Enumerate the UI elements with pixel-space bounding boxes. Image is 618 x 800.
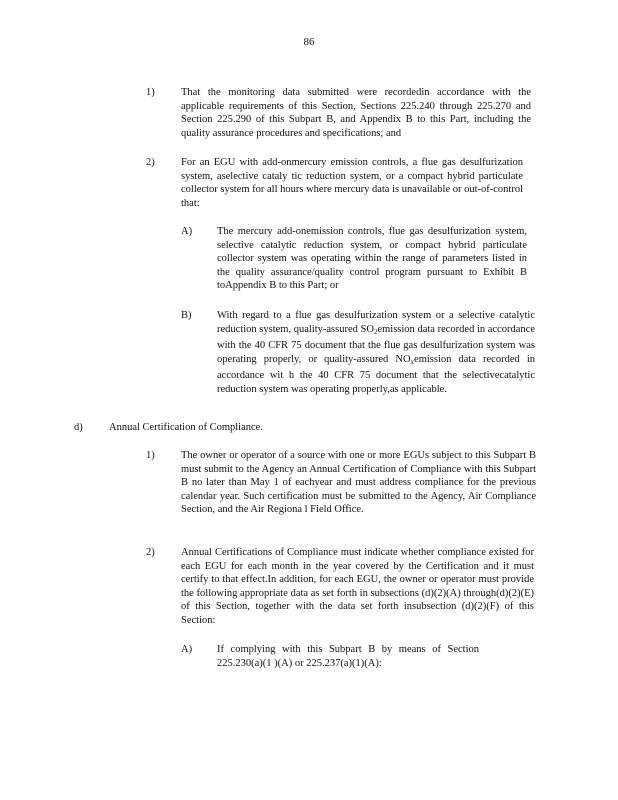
item-marker: 1)	[146, 87, 155, 98]
item-text: Annual Certifications of Compliance must indicate whether compliance existed for each EGU for each month in the year covered by the Certification and it must certify to that effect.In addition, for each EGU, the owner or operator must provide the following appropriate data as set forth in subsections (d)(2)(A) through(d)(2)(E) of this Section, together with the data set forth insubsection (d)(2)(F) of this Section:	[181, 547, 534, 626]
item-text: With regard to a flue gas desulfurization system or a selective catalytic reduction system, quality-assured $SO_2emission$ data recorded in accordance with the 40 CFR 75 document that the flue gas desulfurization system was operating properly, or quality-assured $NO_xemission$ data recorded in accordance wit h the 40 CFR 75 document that the selectivecatalytic reduction system was operating properly,as applicable.	[217, 310, 535, 395]
item-text: For an EGU with add-onmercury emission controls, a flue gas desulfurization system, aselective cataly tic reduction system, or a compact hybrid particulate collector system for all hours where mercury data is unavailable or out-of-control that:	[181, 157, 524, 209]
item-text: If complying with this Subpart B by means of Section 225.230(a)(1 )(A) or 225.237(a)(1)(A):	[217, 644, 479, 669]
item-text: The owner or operator of a source with one or more EGUs subject to this Subpart B must submit to the Agency an Annual Certification of Compliance with this Subpart B no later than May 1 of eachyear and must address compliance for the previous calendar year. Such certification must be submitted to the Agency, Air Compliance Section, and the Air Regiona l Field Office.	[181, 450, 536, 516]
item-marker: 2)	[146, 157, 155, 168]
item-marker: 1)	[146, 450, 155, 461]
item-text: Annual Certification of Compliance.	[109, 422, 263, 433]
list-item	[0, 309, 618, 409]
list-item	[0, 225, 618, 297]
item-marker: B)	[181, 310, 192, 321]
item-marker: A)	[181, 644, 193, 655]
list-item	[0, 86, 618, 146]
item-text: That the monitoring data submitted were recordedin accordance with the applicable requirements of this Section, Sections 225.240 through 225.270 and Section 225.290 of this Subpart B, and Appendix B to this Part, including the quality assurance procedures and specifications; and	[181, 87, 531, 139]
item-marker: A)	[181, 226, 193, 237]
list-item	[0, 156, 618, 216]
item-text: The mercury add-onemission controls, flue gas desulfurization system, selective catalytic reduction system, or compact hybrid particulate collector system was operating within the range of parameters listed in the quality assurance/quality control program pursuant to Exhibit B toAppendix B to this Part; or	[217, 226, 527, 292]
item-marker: 2)	[146, 547, 155, 558]
section-heading	[0, 421, 618, 437]
list-item	[0, 449, 618, 535]
list-item	[0, 643, 618, 673]
item-marker: d)	[74, 422, 83, 433]
list-item	[0, 546, 618, 632]
page-number: 86	[303, 36, 315, 48]
